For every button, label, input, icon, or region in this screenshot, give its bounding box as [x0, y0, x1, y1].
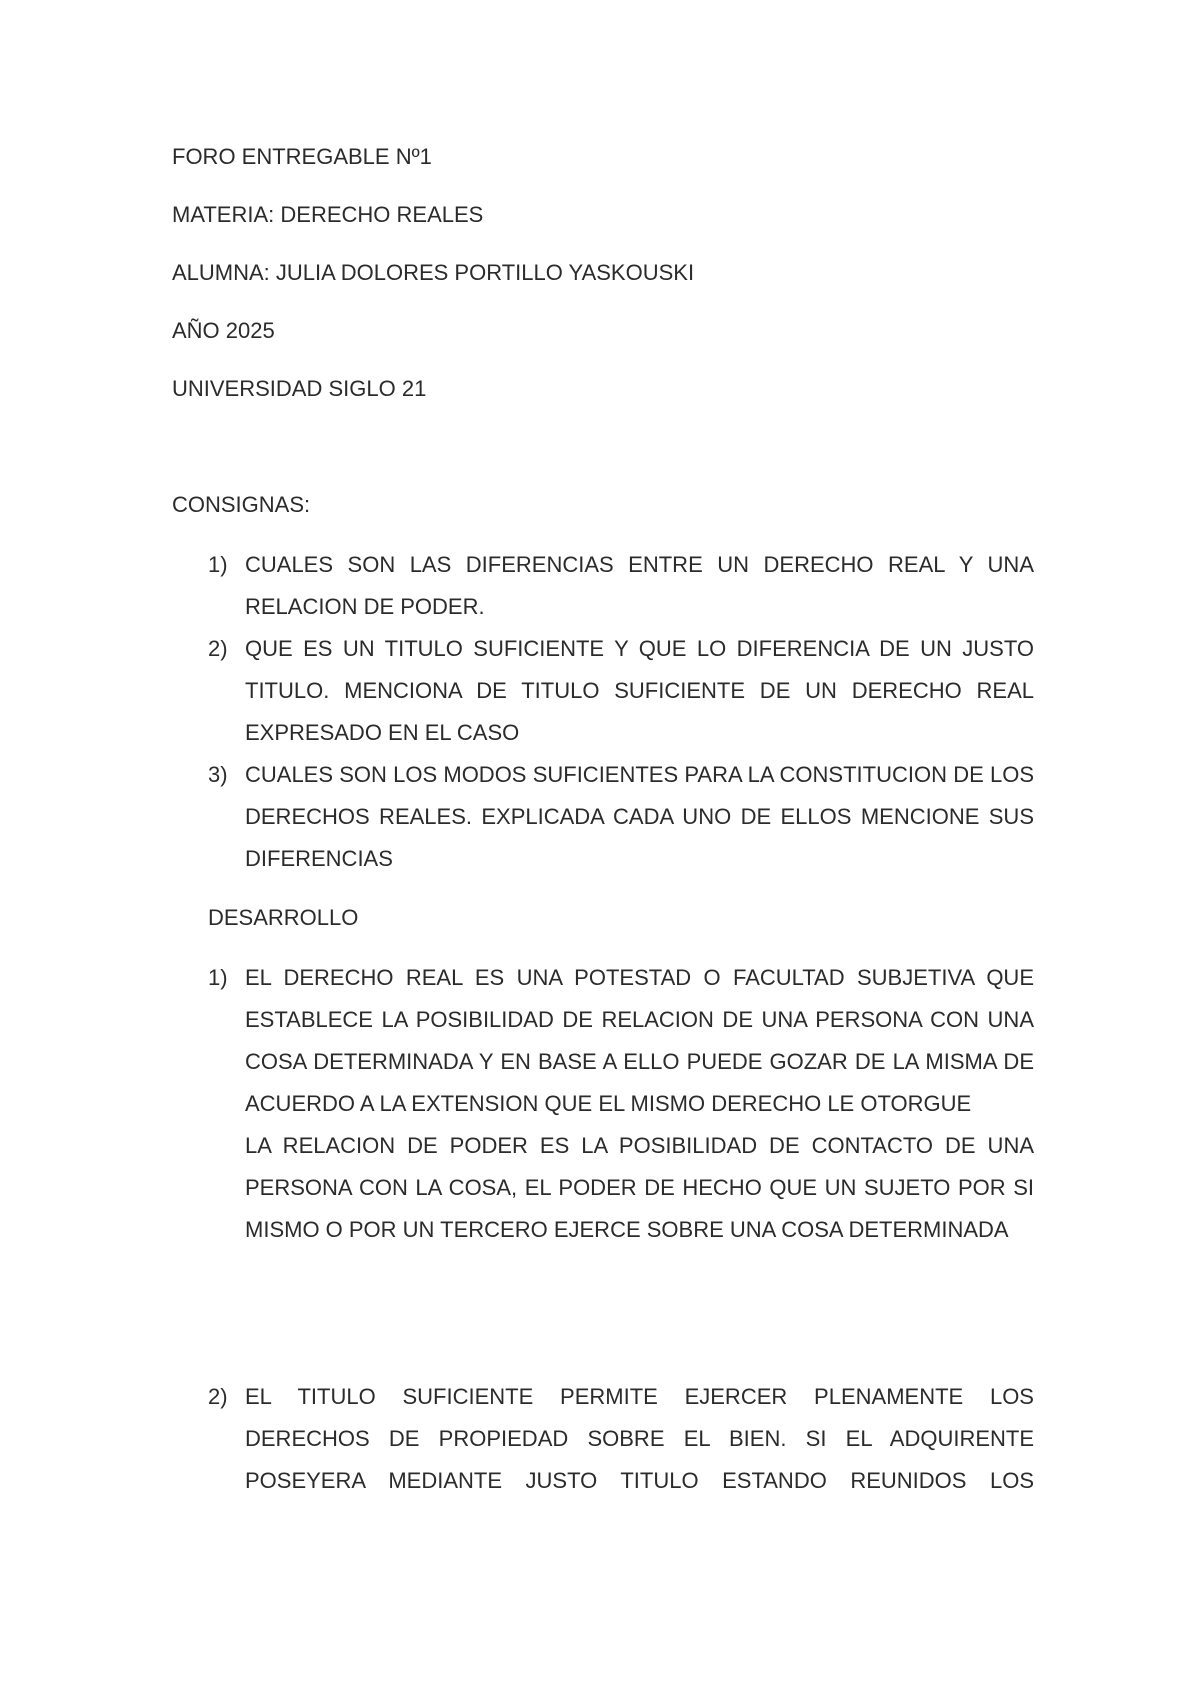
desarrollo-text — [245, 957, 1034, 1251]
consigna-text: QUE ES UN TITULO SUFICIENTE Y QUE LO DIFERENCIA DE UN JUSTO TITULO. MENCIONA DE TITULO SUFICIENTE DE UN DERECHO REAL EXPRESADO EN EL CASO — [245, 636, 1034, 745]
list-number: 1) — [208, 965, 228, 990]
header-title: FORO ENTREGABLE Nº1 — [172, 144, 432, 169]
desarrollo-item-1 — [208, 957, 1034, 1251]
header-subject: MATERIA: DERECHO REALES — [172, 202, 484, 227]
consigna-item-2 — [208, 628, 1034, 754]
list-number: 2) — [208, 1384, 228, 1409]
list-number: 1) — [208, 552, 228, 577]
list-number: 3) — [208, 762, 228, 787]
consigna-text: CUALES SON LOS MODOS SUFICIENTES PARA LA CONSTITUCION DE LOS DERECHOS REALES. EXPLICADA CADA UNO DE ELLOS MENCIONE SUS DIFERENCIAS — [245, 762, 1034, 871]
consignas-heading: CONSIGNAS: — [172, 492, 311, 517]
consigna-text: CUALES SON LAS DIFERENCIAS ENTRE UN DERECHO REAL Y UNA RELACION DE PODER. — [245, 552, 1034, 619]
header-student: ALUMNA: JULIA DOLORES PORTILLO YASKOUSKI — [172, 260, 695, 285]
desarrollo-paragraph: EL DERECHO REAL ES UNA POTESTAD O FACULTAD SUBJETIVA QUE ESTABLECE LA POSIBILIDAD DE RELACION DE UNA PERSONA CON UNA COSA DETERMINADA Y EN BASE A ELLO PUEDE GOZAR DE LA MISMA DE ACUERDO A LA EXTENSION QUE EL MISMO DERECHO LE OTORGUE — [245, 965, 1034, 1116]
desarrollo-paragraph: LA RELACION DE PODER ES LA POSIBILIDAD DE CONTACTO DE UNA PERSONA CON LA COSA, EL PODER DE HECHO QUE UN SUJETO POR SI MISMO O POR UN TERCERO EJERCE SOBRE UNA COSA DETERMINADA — [245, 1133, 1034, 1242]
desarrollo-heading: DESARROLLO — [208, 905, 359, 930]
header-year: AÑO 2025 — [172, 318, 275, 343]
desarrollo-item-2 — [208, 1376, 1034, 1502]
consigna-item-1 — [208, 544, 1034, 628]
consigna-item-3 — [208, 754, 1034, 880]
header-university: UNIVERSIDAD SIGLO 21 — [172, 376, 427, 401]
list-number: 2) — [208, 636, 228, 661]
desarrollo-text: EL TITULO SUFICIENTE PERMITE EJERCER PLENAMENTE LOS DERECHOS DE PROPIEDAD SOBRE EL BIEN. SI EL ADQUIRENTE POSEYERA MEDIANTE JUSTO TITULO ESTANDO REUNIDOS LOS — [245, 1384, 1034, 1493]
